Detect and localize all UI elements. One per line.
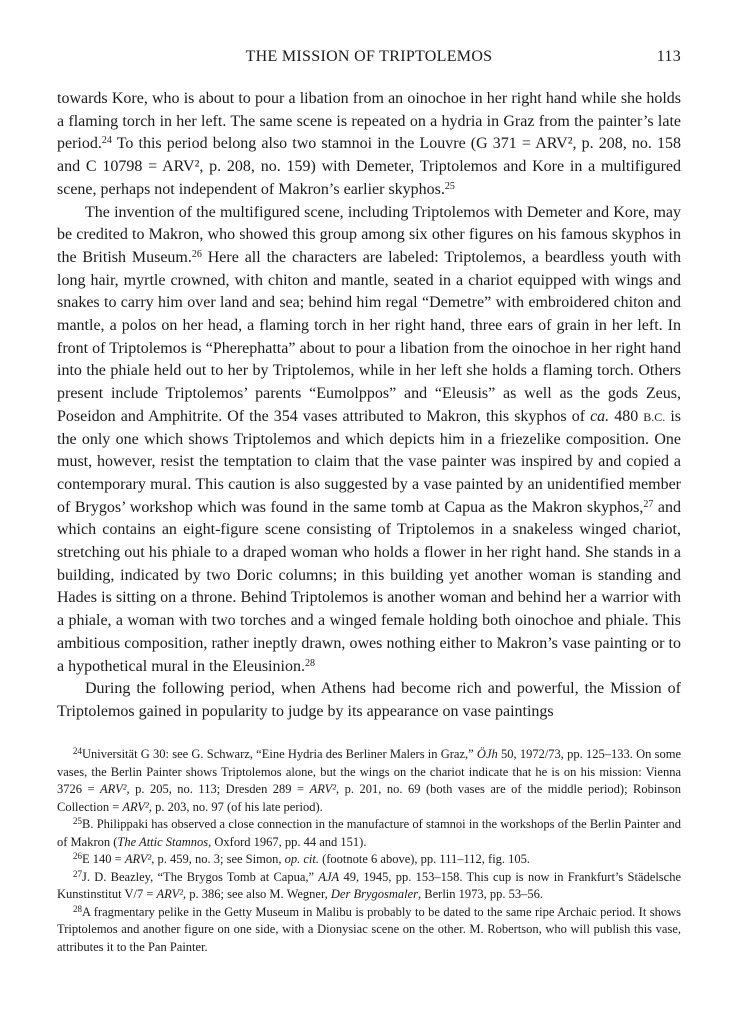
main-text (57, 88, 681, 724)
footnote-ref-26: 26 (191, 248, 202, 260)
running-title: THE MISSION OF TRIPTOLEMOS (245, 48, 493, 65)
footnote-26: $^{26}$E 140 = ARV², p. 459, no. 3; see Simon, op. cit. (footnote 6 above), pp. 111–112, fig. 105. (73, 851, 531, 866)
footnote-ref-28: 28 (304, 657, 315, 669)
footnote-28: $^{28}$A fragmentary pelike in the Getty Museum in Malibu is probably to be dated to the same ripe Archaic period. It shows Triptolemos and another figure on one side, with a Dionysiac scene on the other. M. Robertson, who will publish this vase, attributes it to the Pan Painter. (57, 903, 681, 954)
footnote-ref-25: 25 (444, 180, 455, 192)
footnote-24: $^{24}$Universität G 30: see G. Schwarz, “Eine Hydria des Berliner Malers in Graz,” ÖJh 50, 1972/73, pp. 125–133. On some vases, the Berlin Painter shows Triptolemos alone, but the wings on the chariot indicate that he is on his mission: Vienna 3726 = ARV², p. 205, no. 113; Dresden 289 = ARV², p. 201, no. 69 (both vases are of the middle period); Robinson Collection = ARV², p. 203, no. 97 (of his late period). (57, 746, 681, 814)
page-number: 113 (656, 48, 681, 65)
paragraph-1: towards Kore, who is about to pour a libation from an oinochoe in her right hand while she holds a flaming torch in her left. The same scene is repeated on a hydria in Graz from the painter’s late period.$^{24}$ To this period belong also two stamnoi in the Louvre (G 371 = ARV², p. 208, no. 158 and C 10798 = ARV², p. 208, no. 159) with Demeter, Triptolemos and Kore in a multifigured scene, perhaps not independent of Makron’s earlier skyphos.$^{25}$ (57, 90, 681, 198)
footnote-25: $^{25}$B. Philippaki has observed a close connection in the manufacture of stamnoi in the workshops of the Berlin Painter and of Makron (The Attic Stamnos, Oxford 1967, pp. 44 and 151). (57, 816, 681, 849)
footnote-27: $^{27}$J. D. Beazley, “The Brygos Tomb at Capua,” AJA 49, 1945, pp. 153–158. This cup is now in Frankfurt’s Städelsche Kunstinstitut V/7 = ARV², p. 386; see also M. Wegner, Der Brygosmaler, Berlin 1973, pp. 53–56. (57, 868, 681, 901)
footnotes (57, 746, 681, 956)
footnote-ref-27: 27 (643, 498, 654, 510)
footnote-ref-24: 24 (101, 135, 112, 147)
paragraph-2: The invention of the multifigured scene, including Triptolemos with Demeter and Kore, may be credited to Makron, who showed this group among six other figures on his famous skyphos in the British Museum.$^{26}$ Here all the characters are labeled: Triptolemos, a beardless youth with long hair, myrtle crowned, with chiton and mantle, seated in a chariot equipped with wings and snakes to carry him over land and sea; behind him regal “Demetre” with embroidered chiton and mantle, a polos on her head, a flaming torch in her right hand, three ears of grain in her left. In front of Triptolemos is “Pherephatta” about to pour a libation from the oinochoe in her right hand into the phiale held out to her by Triptolemos, while in her left she holds a flaming torch. Others present include Triptolemos’ parents “Eumolppos” and “Eleusis” as well as the gods Zeus, Poseidon and Amphitrite. Of the 354 vases attributed to Makron, this skyphos of ca. 480 B.C. is the only one which shows Triptolemos and which depicts him in a friezelike composition. One must, however, resist the temptation to claim that the vase painter was inspired by and copied a contemporary mural. This caution is also suggested by a vase painted by an unidentified member of Brygos’ workshop which was found in the same tomb at Capua as the Makron skyphos,$^{27}$ and which contains an eight-figure scene consisting of Triptolemos in a snakeless winged chariot, stretching out his phiale to a draped woman who holds a flower in her right hand. She stands in a building, indicated by two Doric columns; in this building yet another woman is standing and Hades is sitting on a throne. Behind Triptolemos is another woman and behind her a warrior with a phiale, a woman with two torches and a winged female holding both oinochoe and phiale. This ambitious composition, rather ineptly drawn, owes nothing either to Makron’s vase painting or to a hypothetical mural in the Eleusinion.$^{28}$ (57, 203, 682, 675)
page-header (57, 48, 681, 70)
paragraph-3: During the following period, when Athens had become rich and powerful, the Mission of Triptolemos gained in popularity to judge by its appearance on vase paintings (57, 680, 681, 720)
